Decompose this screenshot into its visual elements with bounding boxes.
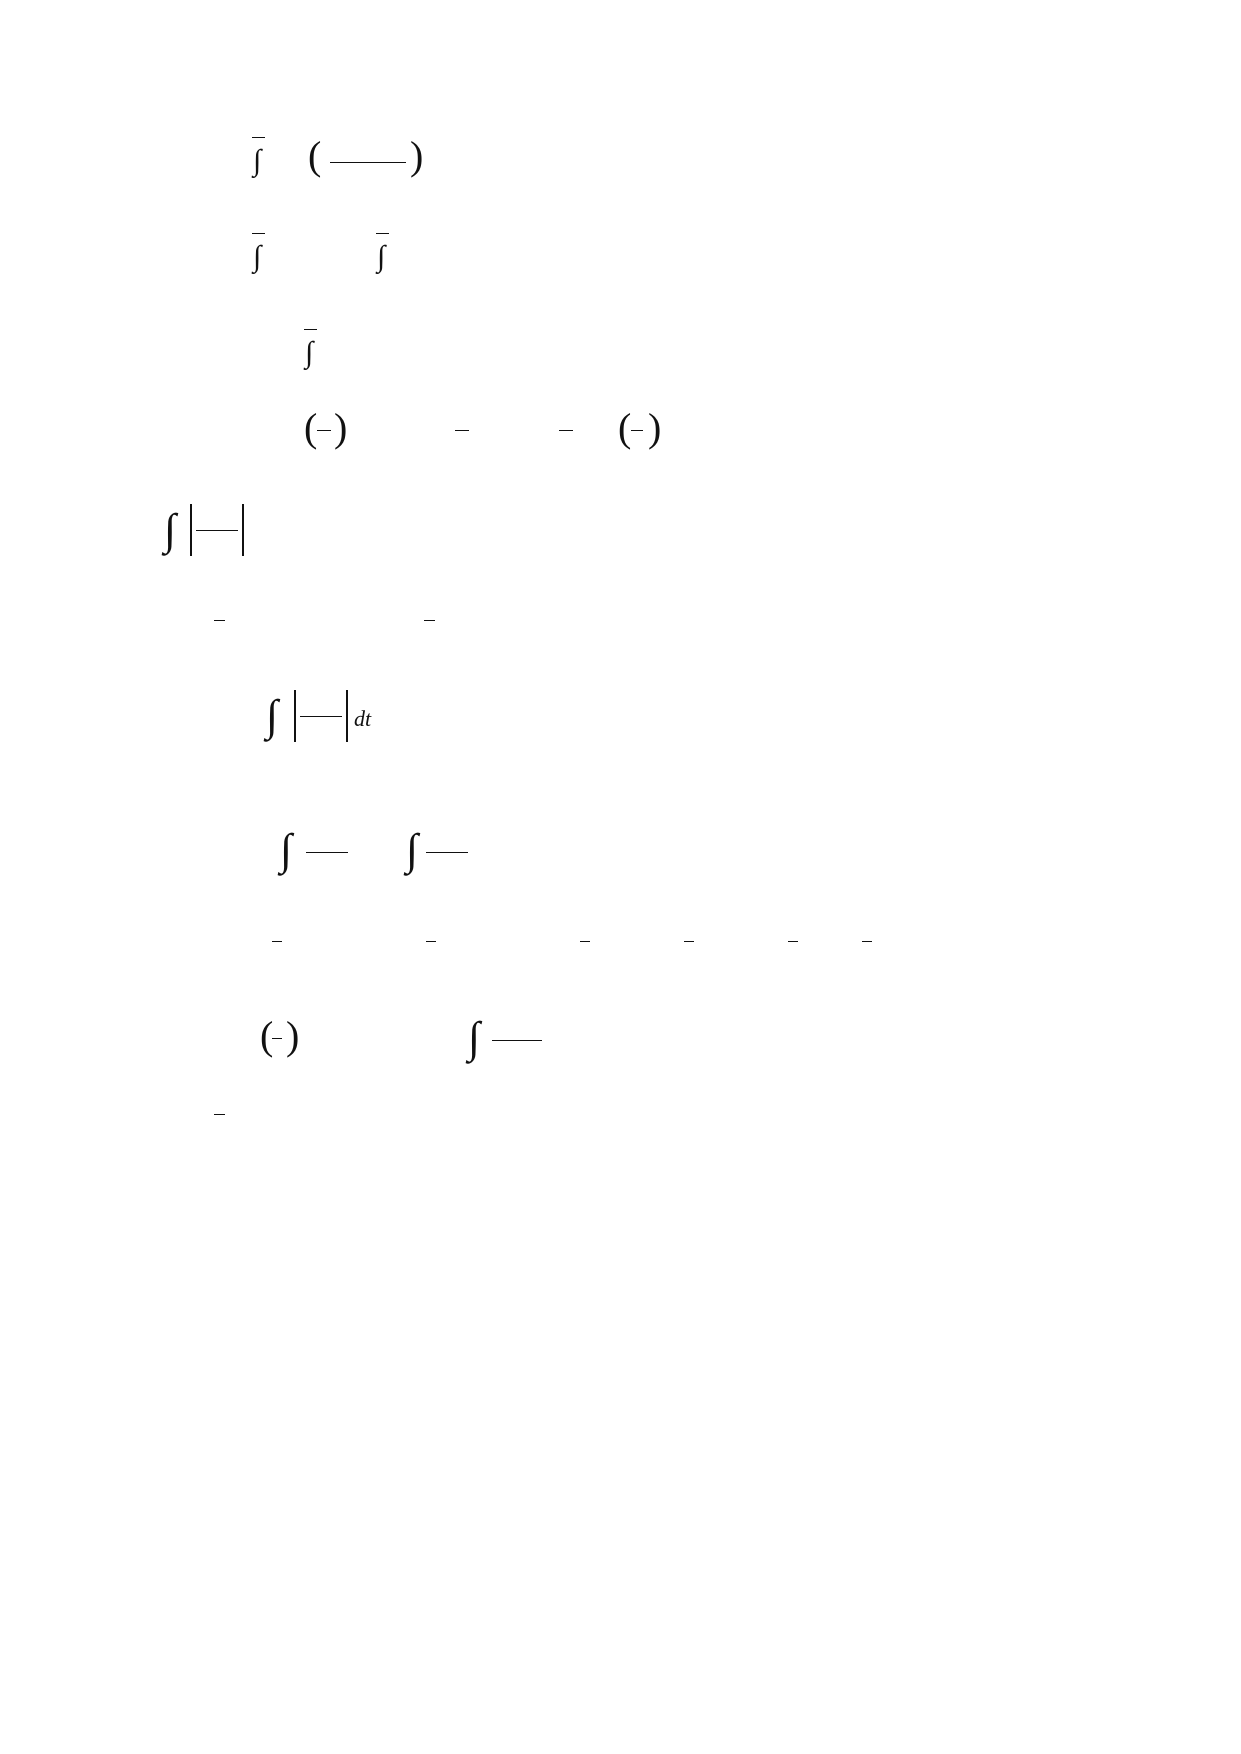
q10-solution-2 bbox=[242, 800, 542, 900]
integral-sign: ∫ bbox=[468, 1013, 481, 1062]
question-11: ( ) ∫ bbox=[106, 988, 806, 1088]
integral-sign: ∫ bbox=[164, 505, 177, 554]
q10-option-d[interactable] bbox=[792, 606, 809, 632]
dt: dt bbox=[354, 706, 372, 731]
top-line-3 bbox=[214, 314, 414, 384]
q10-solution-1 bbox=[160, 666, 400, 766]
top-line-1: ∫ ( ) bbox=[253, 133, 424, 178]
top-line-2 bbox=[232, 218, 572, 288]
q11-option-d[interactable] bbox=[792, 1100, 809, 1126]
integral-sign: ∫ bbox=[280, 825, 293, 874]
integral-sign: ∫ bbox=[305, 336, 314, 369]
integral-sign: ∫ bbox=[253, 144, 262, 177]
integral-sign-2: ∫ bbox=[406, 825, 419, 874]
q10-solution-3 bbox=[242, 918, 1022, 968]
integral-sign: ∫ bbox=[253, 240, 262, 273]
q11-option-b[interactable] bbox=[370, 1100, 387, 1126]
top-line-4: ( ) ( ) bbox=[304, 405, 662, 450]
q11-option-c[interactable] bbox=[580, 1100, 597, 1126]
question-10 bbox=[106, 480, 426, 580]
q10-option-c[interactable] bbox=[580, 606, 597, 632]
integral-sign: ∫ bbox=[266, 691, 279, 740]
integral-sign-2: ∫ bbox=[377, 240, 386, 273]
